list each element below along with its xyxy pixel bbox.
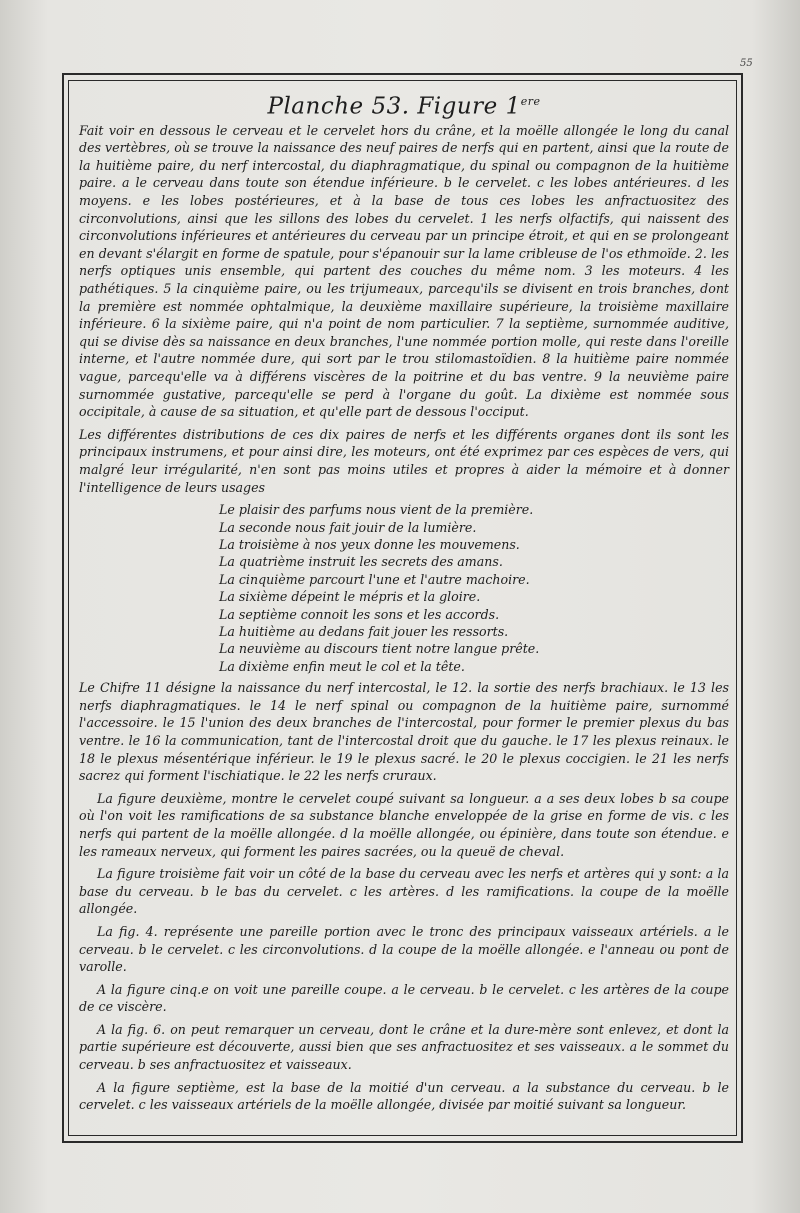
- verse-line: La cinquième parcourt l'une et l'autre machoire.: [219, 571, 530, 587]
- paragraph-figure-3: La figure troisième fait voir un côté de la base du cerveau avec les nerfs et artères qui y sont: a la base du cerveau. b le bas du cervelet. c les artères. d les ramifications. la coupe de la moëlle allongée.: [79, 866, 729, 917]
- plate-description: [79, 89, 729, 1119]
- page-number: 55: [740, 58, 753, 69]
- verse-line: Le plaisir des parfums nous vient de la première.: [219, 502, 534, 518]
- text-frame: [68, 80, 737, 1136]
- paragraph-numbers: Le Chifre 11 désigne la naissance du nerf intercostal, le 12. la sortie des nerfs brachiaux. le 13 les nerfs diaphragmatiques. le 14 le nerf spinal ou compagnon de la huitième paire, surnommé l'accessoire. le 15 l'union des deux branches de l'intercostal, pour former le premier plexus du bas ventre. le 16 la communication, tant de l'intercostal droit que du gauche. le 17 les plexus reinaux. le 18 le plexus mésentérique inférieur. le 19 le plexus sacré. le 20 le plexus coccigien. le 21 les nerfs sacrez qui forment l'ischiatique. le 22 les nerfs cruraux.: [79, 680, 729, 784]
- plate-title-main: Planche 53. Figure 1: [267, 93, 521, 120]
- paragraph-distributions: Les différentes distributions de ces dix paires de nerfs et les différents organes dont ils sont les principaux instrumens, et pour ainsi dire, les moteurs, ont été exprimez par ces espèces de vers, qui malgré leur irrégularité, n'en sont pas moins utiles et propres à aider la mémoire et à donner l'intelligence de leurs usages: [79, 426, 729, 495]
- paragraph-figure-5: A la figure cinq.e on voit une pareille coupe. a le cerveau. b le cervelet. c les artères de la coupe de ce viscère.: [79, 981, 729, 1015]
- plate-title: [79, 89, 729, 120]
- plate-title-sup: ere: [520, 95, 541, 108]
- paragraph-figure-7: A la figure septième, est la base de la moitié d'un cerveau. a la substance du cerveau. b le cervelet. c les vaisseaux artériels de la moëlle allongée, divisée par moitié suivant sa longueur.: [79, 1079, 729, 1113]
- verse-line: La neuvième au discours tient notre langue prête.: [219, 641, 540, 657]
- verse-line: La quatrième instruit les secrets des amans.: [219, 554, 503, 570]
- paragraph-figure-2: La figure deuxième, montre le cervelet coupé suivant sa longueur. a a ses deux lobes b sa coupe où l'on voit les ramifications de sa substance blanche enveloppée de la grise en forme de vis. c les nerfs qui partent de la moëlle allongée. d la moëlle allongée, ou épinière, dans toute son étendue. e les rameaux nerveux, qui forment les paires sacrées, ou la queuë de cheval.: [79, 790, 729, 859]
- verse-line: La troisième à nos yeux donne les mouvemens.: [219, 536, 520, 552]
- verse-line: La seconde nous fait jouir de la lumière.: [219, 519, 477, 535]
- paragraph-figure-6: A la fig. 6. on peut remarquer un cerveau, dont le crâne et la dure-mère sont enlevez, et dont la partie supérieure est découverte, aussi bien que ses anfractuositez et ses vaisseaux. a le sommet du cerveau. b ses anfractuositez et vaisseaux.: [79, 1021, 729, 1073]
- paragraph-figure-4: La fig. 4. représente une pareille portion avec le tronc des principaux vaisseaux artériels. a le cerveau. b le cervelet. c les circonvolutions. d la coupe de la moëlle allongée. e l'anneau ou pont de varolle.: [79, 923, 729, 975]
- mnemonic-verses: [219, 501, 729, 675]
- paragraph-figure-1: Fait voir en dessous le cerveau et le cervelet hors du crâne, et la moëlle allongée le long du canal des vertèbres, où se trouve la naissance des neuf paires de nerfs qui en partent, ainsi que la route de la huitième paire, du nerf intercostal, du diaphragmatique, du spinal ou compagnon de la huitième paire. a le cerveau dans toute son étendue inférieure. b le cervelet. c les lobes antérieures. d les moyens. e les lobes postérieures, et à la base de tous ces lobes les anfractuositez des circonvolutions, ainsi que les sillons des lobes du cervelet. 1 les nerfs olfactifs, qui naissent des circonvolutions inférieures et antérieures du cerveau par un principe étroit, et qui en se prolongeant en devant s'élargit en forme de spatule, pour s'épanouir sur la lame cribleuse de l'os ethmoïde. 2. les nerfs optiques unis ensemble, qui partent des couches du même nom. 3 les moteurs. 4 les pathétiques. 5 la cinquième paire, ou les trijumeaux, parcequ'ils se divisent en trois branches, dont la première est nommée ophtalmique, la deuxième maxillaire supérieure, la troisième maxillaire inférieure. 6 la sixième paire, qui n'a point de nom particulier. 7 la septième, surnommée auditive, qui se divise dès sa naissance en deux branches, l'une nommée portion molle, qui reste dans l'oreille interne, et l'autre nommée dure, qui sort par le trou stilomastoïdien. 8 la huitième paire nommée vague, parcequ'elle va à différens viscères de la poitrine et du bas ventre. 9 la neuvième paire surnommée gustative, parcequ'elle se perd à l'organe du goût. La dixième est nommée sous occipitale, à cause de sa situation, et qu'elle part de dessous l'occiput.: [79, 122, 729, 420]
- verse-line: La septième connoit les sons et les accords.: [219, 606, 500, 622]
- verse-line: La huitième au dedans fait jouer les ressorts.: [219, 623, 509, 639]
- verse-line: La dixième enfin meut le col et la tête.: [219, 658, 465, 674]
- verse-line: La sixième dépeint le mépris et la gloire.: [219, 589, 481, 605]
